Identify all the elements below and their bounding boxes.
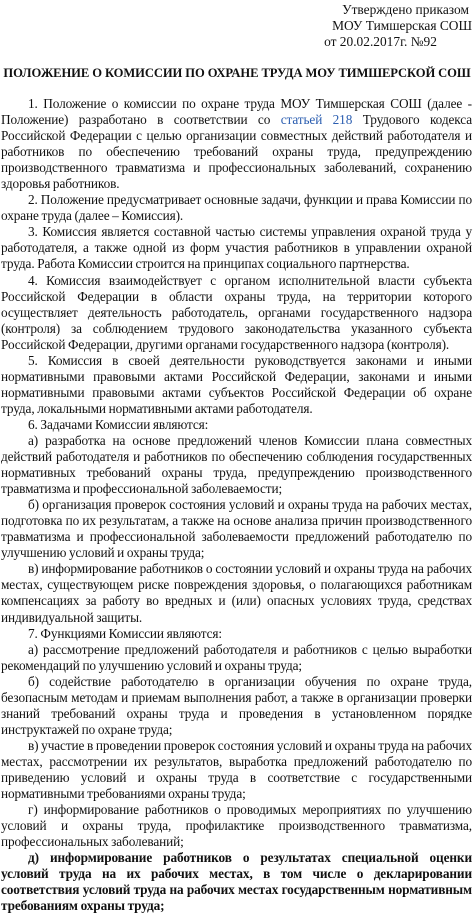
paragraph-6a: а) разработка на основе предложений членов Комиссии плана совместных действий работодателя и работников по обеспечению соблюдения государственных нормативных требований охраны труда, предупреждению производственного травматизма и профессиональной заболеваемости; [1, 432, 472, 497]
paragraph-1-text-end: Трудового кодекса Российской Федерации с целью организации совместных действий работодателя и работников по обеспечению требований охраны труда, предупреждению производственного травматизма и профессиональных заболеваний, сохранению здоровья работников. [1, 112, 472, 192]
approval-line-3: от 20.02.2017г. №92 [324, 34, 437, 49]
paragraph-1-text-start: 1. Положение о комиссии по охране труда МОУ Тимшерская СОШ (далее - Положение) разработано в соответствии со [1, 96, 472, 128]
paragraph-7b: б) содействие работодателю в организации обучения по охране труда, безопасным методам и приемам выполнения работ, а также в организации проверки знаний требований охраны труда и проведения в установленном порядке инструктажей по охране труда; [1, 673, 472, 737]
paragraph-6: 6. Задачами Комиссии являются: [28, 416, 209, 432]
paragraph-6b: б) организация проверок состояния условий и охраны труда на рабочих местах, подготовка по их результатам, а также на основе анализа причин производственного травматизма и профессиональной заболеваемости предложений работодателю по улучшению условий и охраны труда; [1, 497, 472, 561]
paragraph-7e: д) информирование работников о результатах специальной оценки условий труда на их рабочих местах, в том числе о декларировании соответствия условий труда на рабочих местах государственным нормативным требованиям охраны труда; [1, 850, 472, 914]
paragraph-2: 2. Положение предусматривает основные задачи, функции и права Комиссии по охране труда (далее – Комиссия). [1, 192, 472, 224]
article-218-link[interactable]: статьей 218 [280, 112, 353, 128]
approval-block [324, 2, 472, 50]
paragraph-1 [1, 96, 472, 192]
paragraph-3: 3. Комиссия является составной частью системы управления охраной труда у работодателя, а также одной из форм участия работников в управлении охраной труда. Работа Комиссии строится на принципах социального партнерства. [1, 224, 472, 272]
document-body [1, 96, 472, 914]
paragraph-4: 4. Комиссия взаимодействует с органом исполнительной власти субъекта Российской Федерации в области охраны труда, на территории которого осуществляет деятельность работодатель, органами государственного надзора (контроля) за соблюдением трудового законодательства указанного субъекта Российской Федерации, другими органами государственного надзора (контроля). [1, 272, 472, 352]
paragraph-7d: г) информирование работников о проводимых мероприятиях по улучшению условий и охраны труда, профилактике производственного травматизма, профессиональных заболеваний; [1, 802, 472, 850]
paragraph-7: 7. Функциями Комиссии являются: [28, 625, 222, 641]
approval-line-2: МОУ Тимшерская СОШ [332, 18, 472, 33]
approval-line-1: Утверждено приказом [342, 2, 469, 17]
paragraph-7c: в) участие в проведении проверок состояния условий и охраны труда на рабочих местах, рассмотрении их результатов, выработка предложений работодателю по приведению условий и охраны труда в соответствие с государственными нормативными требованиями охраны труда; [1, 737, 472, 802]
paragraph-5: 5. Комиссия в своей деятельности руководствуется законами и иными нормативными правовыми актами Российской Федерации, законами и иными нормативными правовыми актами субъектов Российской Федерации об охране труда, локальными нормативными актами работодателя. [1, 352, 472, 416]
paragraph-7a: а) рассмотрение предложений работодателя и работников с целью выработки рекомендаций по улучшению условий и охраны труда; [1, 641, 472, 673]
document-title: ПОЛОЖЕНИЕ О КОМИССИИ ПО ОХРАНЕ ТРУДА МОУ ТИМШЕРСКОЙ СОШ [3, 66, 471, 80]
paragraph-6c: в) информирование работников о состоянии условий и охраны труда на рабочих местах, существующем риске повреждения здоровья, о полагающихся работникам компенсациях за работу во вредных и (или) опасных условиях труда, средствах индивидуальной защиты. [1, 561, 472, 625]
